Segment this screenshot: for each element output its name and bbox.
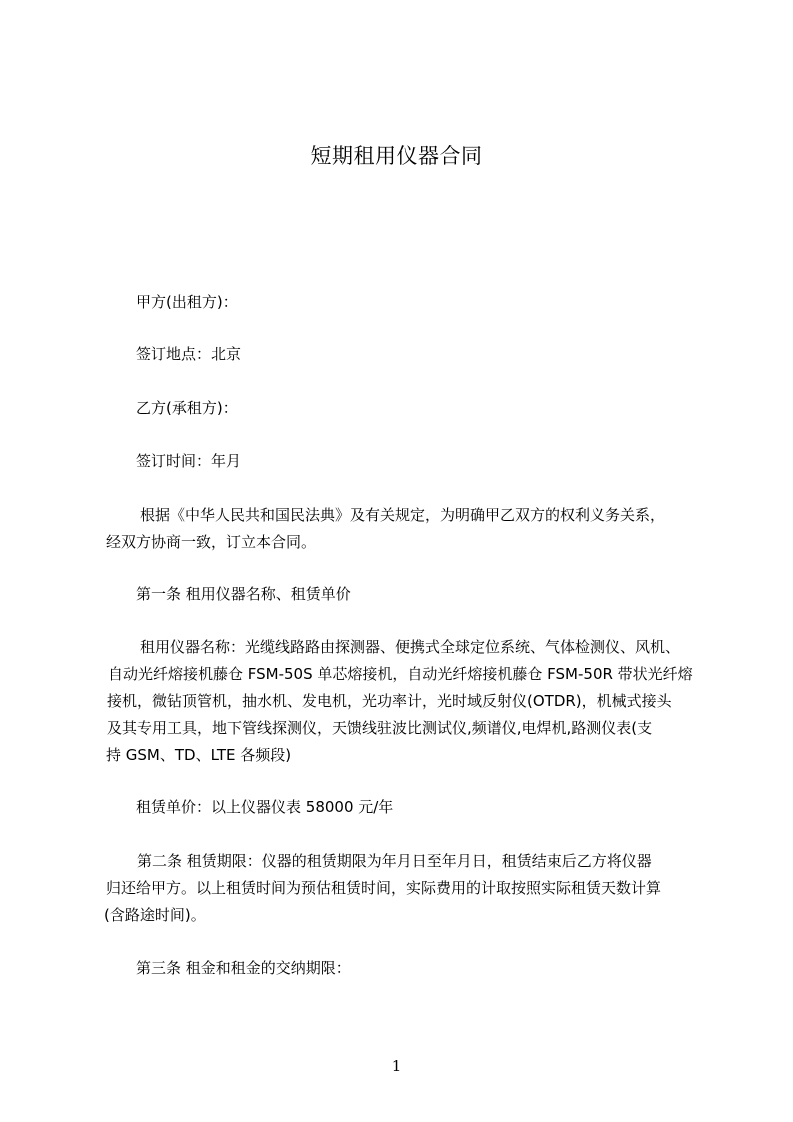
instrument-names-line: 及其专用工具，地下管线探测仪，天馈线驻波比测试仪,频谱仪,电焊机,路测仪表(支 xyxy=(107,719,653,737)
preamble-line: 经双方协商一致，订立本合同。 xyxy=(106,533,317,551)
instrument-names-line: 自动光纤熔接机藤仓 FSM-50S 单芯熔接机，自动光纤熔接机藤仓 FSM-50R 带状光纤熔 xyxy=(108,665,693,683)
sign-place: 签订地点：北京 xyxy=(136,345,242,363)
page-number: 1 xyxy=(391,1057,402,1075)
document-title: 短期租用仪器合同 xyxy=(310,144,483,168)
article-2-line: 第二条 租赁期限：仪器的租赁期限为年月日至年月日，租赁结束后乙方将仪器 xyxy=(137,852,652,870)
party-a-label: 甲方(出租方)： xyxy=(136,293,238,311)
article-2-line: (含路途时间)。 xyxy=(104,906,206,924)
instrument-names-line: 持 GSM、TD、LTE 各频段) xyxy=(106,746,292,764)
preamble-line: 根据《中华人民共和国民法典》及有关规定，为明确甲乙双方的权利义务关系， xyxy=(140,506,666,524)
article-1-heading: 第一条 租用仪器名称、租赁单价 xyxy=(136,585,351,603)
unit-price: 租赁单价：以上仪器仪表 58000 元/年 xyxy=(136,798,394,816)
instrument-names-line: 接机，微钻顶管机，抽水机、发电机，光功率计，光时域反射仪(OTDR)，机械式接头 xyxy=(107,692,672,710)
article-3-heading: 第三条 租金和租金的交纳期限： xyxy=(136,959,351,977)
sign-time: 签订时间：年月 xyxy=(136,452,242,470)
party-b-label: 乙方(承租方)： xyxy=(136,399,238,417)
instrument-names-line: 租用仪器名称：光缆线路路由探测器、便携式全球定位系统、气体检测仪、风机、 xyxy=(140,638,681,656)
article-2-line: 归还给甲方。以上租赁时间为预估租赁时间，实际费用的计取按照实际租赁天数计算 xyxy=(106,879,662,897)
